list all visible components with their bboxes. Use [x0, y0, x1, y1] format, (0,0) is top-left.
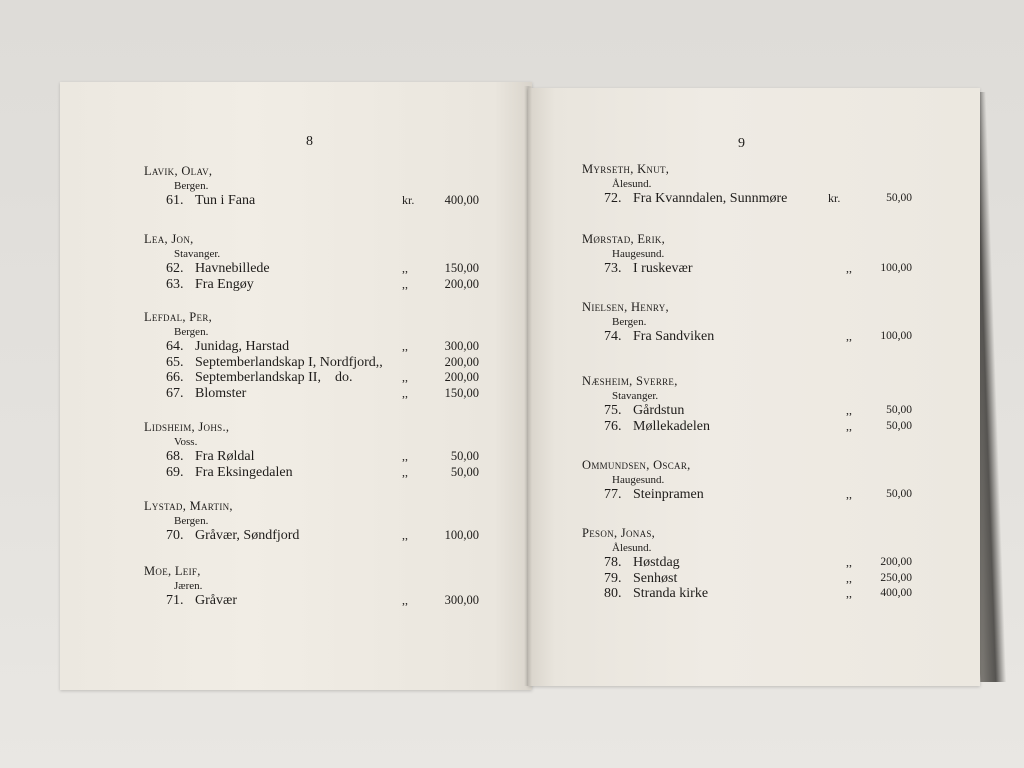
- artwork-price: 50,00: [450, 464, 479, 479]
- artwork-price: 150,00: [444, 261, 479, 275]
- artwork-number: 72.: [604, 191, 622, 206]
- ditto-mark: ,,: [402, 339, 408, 353]
- ditto-mark: ,,: [846, 570, 852, 585]
- ditto-mark: ,,: [846, 261, 852, 275]
- currency-mark: kr.: [828, 191, 841, 205]
- artwork-title: Tun i Fana: [195, 193, 256, 208]
- artwork-number: 78.: [604, 555, 622, 570]
- artist-city: Bergen.: [174, 326, 209, 338]
- artwork-number: 79.: [604, 570, 622, 586]
- artwork-number: 66.: [166, 370, 184, 385]
- artwork-number: 73.: [604, 261, 622, 276]
- artist-city: Jæren.: [174, 580, 203, 592]
- artwork-price: 100,00: [880, 262, 912, 274]
- artwork-item: [582, 555, 912, 571]
- artist-name: Lea, Jon,: [144, 232, 194, 246]
- catalog-entry: [582, 300, 912, 345]
- ditto-mark: ,,: [402, 449, 408, 463]
- ditto-mark: ,,: [402, 593, 408, 607]
- artwork-item: [144, 261, 479, 277]
- artist-name: Ommundsen, Oscar,: [582, 458, 691, 472]
- catalog-entry: [144, 164, 479, 209]
- artwork-title: Steinpramen: [633, 487, 704, 502]
- artwork-item: [144, 528, 479, 544]
- artwork-price: 200,00: [444, 354, 479, 369]
- artwork-item: [144, 593, 479, 609]
- artwork-number: 64.: [166, 339, 184, 354]
- artist-name: Mørstad, Erik,: [582, 232, 666, 246]
- artwork-item: [582, 419, 912, 435]
- artwork-item: [144, 355, 479, 371]
- artist-city: Bergen.: [174, 515, 209, 527]
- artwork-item: [144, 193, 479, 209]
- artist-city: Ålesund.: [612, 178, 652, 190]
- ditto-mark: ,,: [402, 276, 408, 291]
- ditto-mark: ,,: [846, 555, 852, 569]
- ditto-mark: ,,: [846, 403, 852, 417]
- artist-city: Haugesund.: [612, 248, 665, 260]
- catalog-entry: [144, 499, 479, 544]
- catalog-entry: [582, 232, 912, 277]
- artwork-number: 62.: [166, 261, 184, 276]
- artist-city: Stavanger.: [612, 390, 659, 402]
- ditto-mark: ,,: [846, 329, 852, 343]
- artwork-price: 50,00: [886, 419, 912, 432]
- artwork-price: 100,00: [880, 330, 912, 342]
- artwork-price: 50,00: [886, 404, 912, 416]
- catalog-entry: [582, 458, 912, 503]
- artwork-price: 50,00: [886, 192, 912, 204]
- artwork-title: Gråvær, Søndfjord: [195, 528, 300, 543]
- artist-city: Ålesund.: [612, 542, 652, 554]
- artwork-item: [144, 465, 479, 481]
- artwork-title: Havnebillede: [195, 261, 270, 276]
- catalog-entry: [144, 564, 479, 609]
- ditto-mark: ,,: [846, 586, 852, 600]
- artwork-item: [582, 403, 912, 419]
- page-number: 8: [306, 134, 313, 149]
- artwork-price: 150,00: [444, 385, 479, 400]
- artwork-price: 200,00: [444, 276, 479, 291]
- artwork-title: Gråvær: [195, 593, 237, 608]
- artwork-number: 69.: [166, 464, 184, 480]
- artwork-price: 400,00: [444, 193, 479, 207]
- artwork-title: Fra Engøy: [195, 276, 254, 292]
- artist-city: Voss.: [174, 436, 198, 448]
- artwork-item: [144, 386, 479, 402]
- artwork-number: 65.: [166, 354, 184, 370]
- artwork-number: 67.: [166, 385, 184, 401]
- artist-city: Bergen.: [612, 316, 647, 328]
- artwork-item: [582, 586, 912, 602]
- artwork-number: 74.: [604, 329, 622, 344]
- artist-name: Nielsen, Henry,: [582, 300, 669, 314]
- artwork-number: 68.: [166, 449, 184, 464]
- artwork-title: I ruskevær: [633, 261, 693, 276]
- catalog-entry: [582, 162, 912, 207]
- right-page: [528, 88, 980, 686]
- artwork-title: Gårdstun: [633, 403, 685, 418]
- artwork-item: [582, 191, 912, 207]
- artist-name: Peson, Jonas,: [582, 526, 656, 540]
- artwork-title: Møllekadelen: [633, 418, 710, 434]
- artwork-price: 100,00: [444, 528, 479, 542]
- artwork-item: [582, 571, 912, 587]
- artwork-price: 400,00: [880, 587, 912, 599]
- artwork-title: Junidag, Harstad: [195, 339, 290, 354]
- ditto-mark: ,,: [846, 487, 852, 501]
- artwork-title: Fra Kvanndalen, Sunnmøre: [633, 191, 788, 206]
- artist-name: Lidsheim, Johs.,: [144, 420, 230, 434]
- artwork-price: 300,00: [444, 593, 479, 607]
- artist-name: Moe, Leif,: [144, 564, 201, 578]
- artwork-item: [144, 277, 479, 293]
- ditto-mark: ,,: [402, 385, 408, 400]
- artist-city: Haugesund.: [612, 474, 665, 486]
- artwork-number: 63.: [166, 276, 184, 292]
- artwork-title: Septemberlandskap I, Nordfjord,,: [195, 354, 383, 370]
- catalog-entry: [144, 232, 479, 292]
- artwork-title: Senhøst: [633, 570, 678, 586]
- artwork-item: [582, 329, 912, 345]
- left-page: [60, 82, 532, 690]
- artwork-title: Blomster: [195, 385, 247, 401]
- artwork-number: 76.: [604, 418, 622, 434]
- artist-name: Lavik, Olav,: [144, 164, 213, 178]
- artist-city: Stavanger.: [174, 248, 221, 260]
- artwork-number: 80.: [604, 586, 622, 601]
- currency-mark: kr.: [402, 193, 415, 207]
- catalog-entry: [582, 526, 912, 602]
- artwork-number: 61.: [166, 193, 184, 208]
- ditto-mark: ,,: [402, 528, 408, 542]
- artwork-price: 200,00: [444, 370, 479, 384]
- page-number: 9: [738, 136, 745, 151]
- catalog-entry: [582, 374, 912, 434]
- catalog-entry: [144, 420, 479, 480]
- artwork-number: 75.: [604, 403, 622, 418]
- ditto-mark: ,,: [402, 261, 408, 275]
- artwork-title: Stranda kirke: [633, 586, 709, 601]
- catalog-entry: [144, 310, 479, 401]
- artwork-price: 200,00: [880, 556, 912, 568]
- artwork-title: Fra Røldal: [195, 449, 255, 464]
- ditto-mark: ,,: [402, 370, 408, 384]
- artwork-price: 300,00: [444, 339, 479, 353]
- booklet-gutter: [524, 86, 532, 686]
- artwork-number: 77.: [604, 487, 622, 502]
- artwork-price: 50,00: [450, 449, 479, 463]
- ditto-mark: ,,: [846, 418, 852, 433]
- artwork-item: [144, 370, 479, 386]
- artwork-title: Fra Eksingedalen: [195, 464, 293, 480]
- artwork-title: Høstdag: [633, 555, 680, 570]
- artwork-number: 71.: [166, 593, 184, 608]
- artwork-item: [144, 339, 479, 355]
- artist-name: Lystad, Martin,: [144, 499, 233, 513]
- artwork-title: Septemberlandskap II, do.: [195, 370, 353, 385]
- artist-city: Bergen.: [174, 180, 209, 192]
- artist-name: Næsheim, Sverre,: [582, 374, 678, 388]
- artist-name: Lefdal, Per,: [144, 310, 213, 324]
- artwork-item: [144, 449, 479, 465]
- artwork-price: 50,00: [886, 488, 912, 500]
- ditto-mark: ,,: [402, 464, 408, 479]
- artwork-number: 70.: [166, 528, 184, 543]
- artwork-item: [582, 261, 912, 277]
- artist-name: Myrseth, Knut,: [582, 162, 670, 176]
- artwork-title: Fra Sandviken: [633, 329, 715, 344]
- artwork-price: 250,00: [880, 571, 912, 584]
- artwork-item: [582, 487, 912, 503]
